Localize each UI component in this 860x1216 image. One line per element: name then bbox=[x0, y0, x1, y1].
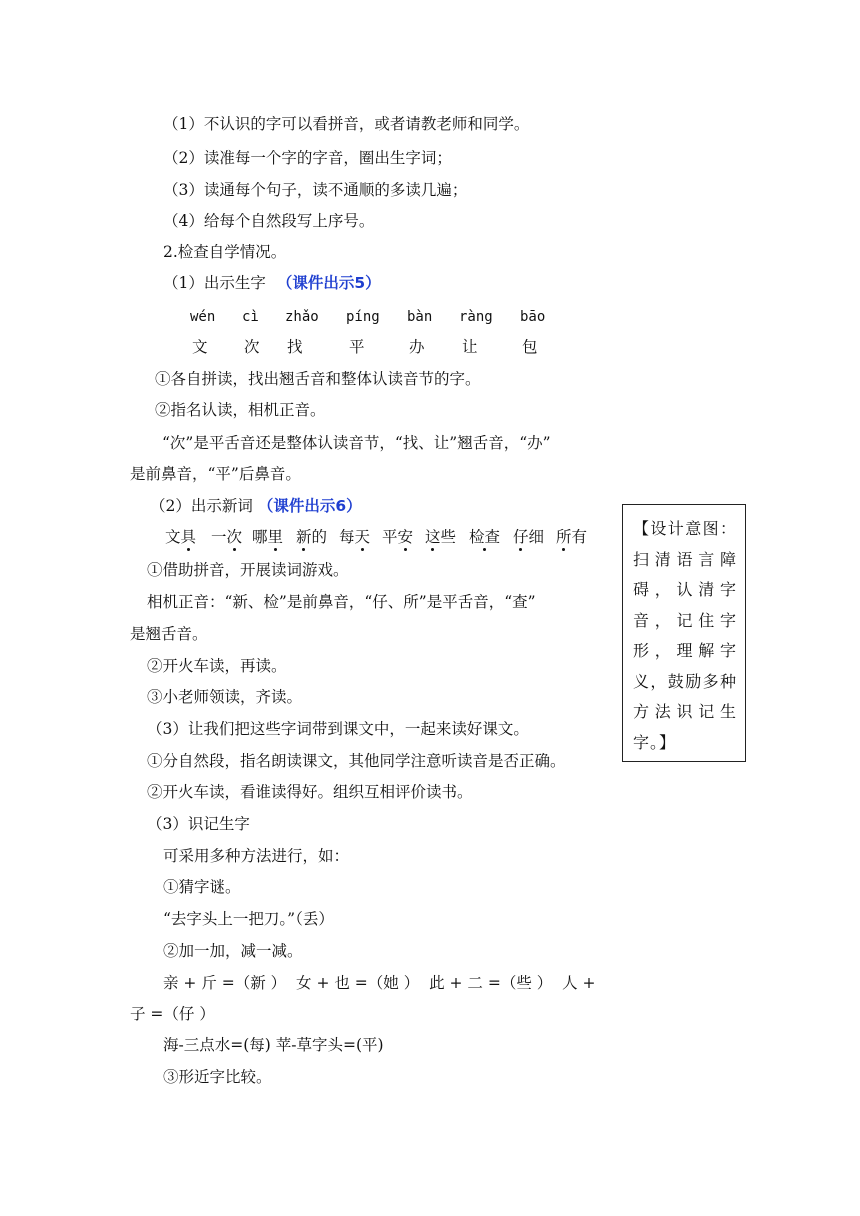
pinyin-item: ràng bbox=[459, 309, 493, 325]
pinyin-item: bāo bbox=[520, 309, 546, 325]
character-item: 包 bbox=[522, 338, 538, 356]
courseware-note-6: （课件出示6） bbox=[257, 497, 362, 515]
word-item: 文具 bbox=[165, 528, 197, 546]
step-2: （2）读准每一个字的字音，圈出生字词； bbox=[163, 149, 452, 167]
word-item: 检查 bbox=[469, 528, 501, 546]
section-read-text: （3）让我们把这些字词带到课文中，一起来读好课文。 bbox=[147, 720, 529, 738]
word-item: 这些 bbox=[425, 528, 457, 546]
riddle-text: “去字头上一把刀。”（丢） bbox=[163, 910, 334, 928]
method-compare: ③形近字比较。 bbox=[163, 1068, 272, 1086]
pinyin-item: wén bbox=[190, 309, 216, 325]
methods-intro: 可采用多种方法进行，如： bbox=[163, 847, 350, 865]
character-item: 文 bbox=[192, 338, 208, 356]
word-item: 所有 bbox=[556, 528, 588, 546]
character-item: 办 bbox=[409, 338, 425, 356]
activity-evaluate: ②开火车读，看谁读得好。组织互相评价读书。 bbox=[147, 783, 473, 801]
word-item: 一次 bbox=[211, 528, 243, 546]
pinyin-item: zhǎo bbox=[285, 309, 319, 325]
section-check: 2.检查自学情况。 bbox=[163, 243, 287, 261]
activity-spell: ①各自拼读，找出翘舌音和整体认读音节的字。 bbox=[155, 370, 481, 388]
activity-word-game: ①借助拼音，开展读词游戏。 bbox=[147, 561, 349, 579]
activity-read-aloud: ②指名认读，相机正音。 bbox=[155, 401, 326, 419]
add-examples: 亲 + 斤 =（新 ） 女 + 也 =（她 ） 此 + 二 =（些 ） 人 + bbox=[163, 974, 596, 992]
word-item: 每天 bbox=[339, 528, 371, 546]
add-examples-cont: 子 =（仔 ） bbox=[130, 1005, 215, 1023]
method-riddle: ①猜字谜。 bbox=[163, 878, 241, 896]
show-words-label: （2）出示新词 bbox=[150, 497, 253, 515]
character-item: 找 bbox=[287, 338, 303, 356]
section-memorize: （3）识记生字 bbox=[147, 815, 250, 833]
pinyin-item: píng bbox=[346, 309, 380, 325]
word-item: 新的 bbox=[296, 528, 328, 546]
correction-note-cont: 是翘舌音。 bbox=[130, 625, 208, 643]
character-item: 次 bbox=[244, 338, 260, 356]
activity-lead-read: ③小老师领读，齐读。 bbox=[147, 688, 303, 706]
step-1: （1）不认识的字可以看拼音，或者请教老师和同学。 bbox=[163, 115, 530, 133]
pronunciation-note-cont: 是前鼻音，“平”后鼻音。 bbox=[130, 465, 301, 483]
correction-note: 相机正音：“新、检”是前鼻音，“仔、所”是平舌音，“查” bbox=[147, 593, 536, 611]
design-intent-box: 【设计意图：扫清语言障碍，认清字音，记住字形，理解字义，鼓励多种方法识记生字。】 bbox=[622, 504, 746, 762]
show-characters-heading bbox=[163, 273, 381, 293]
activity-train-read: ②开火车读，再读。 bbox=[147, 657, 287, 675]
method-add-subtract: ②加一加，减一减。 bbox=[163, 942, 303, 960]
pinyin-row bbox=[0, 307, 860, 327]
courseware-note-5: （课件出示5） bbox=[276, 274, 381, 292]
character-item: 平 bbox=[349, 338, 365, 356]
pinyin-item: bàn bbox=[407, 309, 433, 325]
pinyin-item: cì bbox=[242, 309, 259, 325]
word-item: 哪里 bbox=[252, 528, 284, 546]
show-characters-label: （1）出示生字 bbox=[163, 274, 266, 292]
step-4: （4）给每个自然段写上序号。 bbox=[163, 212, 375, 230]
activity-paragraph-read: ①分自然段，指名朗读课文，其他同学注意听读音是否正确。 bbox=[147, 752, 566, 770]
step-3: （3）读通每个句子，读不通顺的多读几遍； bbox=[163, 181, 468, 199]
word-item: 仔细 bbox=[513, 528, 545, 546]
pronunciation-note: “次”是平舌音还是整体认读音节，“找、让”翘舌音，“办” bbox=[162, 434, 551, 452]
word-item: 平安 bbox=[382, 528, 414, 546]
subtract-examples: 海-三点水=(每) 苹-草字头=(平) bbox=[163, 1036, 384, 1054]
show-words-heading bbox=[150, 496, 362, 516]
character-row bbox=[0, 337, 860, 357]
character-item: 让 bbox=[462, 338, 478, 356]
